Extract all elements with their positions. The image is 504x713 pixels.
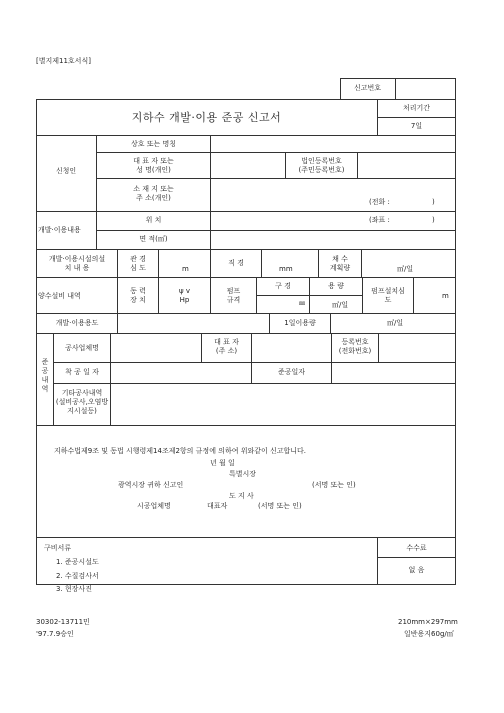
company-rep-label-2: (주 소) (215, 347, 238, 355)
representative-label-1: 대 표 자 또는 (133, 157, 174, 165)
reg-no-label-1: 등록번호 (341, 338, 369, 346)
facility-label-2: 치 내 용 (64, 264, 90, 272)
table-rule (251, 333, 252, 362)
completion-section-1: 준 (41, 358, 49, 366)
fee-value: 없 음 (408, 566, 425, 574)
depth-label-1: 관 경 (130, 255, 146, 263)
declaration-date: 년 월 일 (210, 459, 235, 467)
province-label: 도 지 사 (229, 492, 254, 500)
diameter-label: 직 경 (228, 259, 244, 267)
table-rule (158, 249, 159, 277)
table-rule (395, 78, 396, 99)
table-rule (96, 152, 455, 153)
capacity-unit: ㎥/일 (332, 301, 349, 309)
dev-content-label: 개발·이용내용 (38, 226, 81, 234)
phone-label: (전화 : (369, 198, 390, 206)
table-rule (377, 557, 455, 558)
completion-section-2: 공 (41, 367, 49, 375)
company-label: 공사업체명 (65, 344, 99, 352)
document-item: 2. 수질검사서 (56, 572, 99, 580)
other-work-label-3: 지시설등) (67, 407, 97, 415)
address-label-1: 소 재 지 또는 (133, 185, 174, 193)
phone-close: ) (432, 198, 435, 206)
company-name-label: 상호 또는 명칭 (130, 140, 177, 148)
usage-purpose-label: 개발·이용용도 (55, 319, 99, 327)
document-item: 1. 준공시설도 (56, 558, 99, 566)
corp-reg-no-label-2: (주민등록번호) (298, 166, 345, 174)
table-rule (455, 78, 456, 584)
table-rule (110, 333, 111, 425)
intake-unit: ㎥/일 (397, 265, 414, 273)
fee-label: 수수료 (406, 544, 427, 552)
table-rule (210, 211, 211, 249)
contractor-label: 시공업체명 (137, 502, 171, 510)
install-depth-label-2: 도 (384, 296, 392, 304)
bore-unit: ㎜ (299, 300, 306, 307)
paper-size: 210mm×297mm (398, 618, 458, 626)
table-rule (357, 152, 358, 178)
metro-line: 광역시장 귀하 신고인 (118, 481, 184, 489)
table-rule (361, 249, 362, 277)
declaration-text: 지하수법제9조 및 동법 시행령제14조제2항의 규정에 의하여 위와같이 신고합니다. (54, 447, 306, 455)
approval-date: '97.7.9승인 (36, 630, 74, 638)
table-rule (36, 211, 455, 212)
table-rule (36, 249, 455, 250)
table-rule (36, 313, 455, 314)
special-city-label: 특별시장 (229, 470, 257, 478)
pump-spec-label-2: 규격 (226, 296, 241, 304)
bore-label: 구 경 (275, 282, 291, 290)
company-rep-label-1: 대 표 자 (214, 338, 239, 346)
daily-usage-unit: ㎥/일 (387, 319, 404, 327)
table-rule (53, 362, 455, 363)
coords-label: (좌표 : (369, 216, 390, 224)
processing-period-label: 처리기간 (402, 104, 431, 112)
table-rule (340, 78, 455, 79)
other-work-label-1: 기타공사내역 (61, 389, 103, 397)
sign-line-2: (서명 또는 인) (258, 502, 302, 510)
table-rule (378, 333, 379, 362)
table-rule (36, 584, 456, 585)
start-date-label: 착 공 일 자 (65, 368, 99, 376)
other-work-label-2: (설비공사,오염방 (55, 398, 109, 406)
area-label: 면 적(㎡) (139, 235, 168, 243)
table-rule (331, 362, 332, 383)
completion-section-3: 내 (41, 376, 49, 384)
page-title: 지하수 개발·이용 준공 신고서 (131, 111, 282, 124)
table-rule (96, 178, 455, 179)
receipt-no-label: 신고번호 (353, 84, 382, 92)
depth-label-2: 심 도 (130, 264, 146, 272)
table-rule (36, 277, 455, 278)
table-rule (96, 230, 455, 231)
coords-close: ) (432, 216, 435, 224)
power-label-2: 장 치 (130, 296, 146, 304)
intake-label-1: 채 수 (332, 255, 348, 263)
table-rule (36, 99, 455, 100)
table-rule (36, 333, 455, 334)
processing-period-value: 7일 (410, 122, 423, 130)
depth-unit: m (182, 265, 189, 273)
representative-label: 대표자 (207, 502, 228, 510)
paper-type: 일반용지60g/㎡ (404, 630, 454, 638)
table-rule (261, 249, 262, 277)
intake-label-2: 계획량 (329, 264, 351, 272)
capacity-label: 용 량 (328, 282, 344, 290)
corp-reg-no-label-1: 법인등록번호 (301, 157, 342, 165)
table-rule (117, 313, 118, 333)
table-rule (330, 313, 331, 333)
daily-usage-label: 1일이용량 (284, 319, 316, 327)
sign-line-1: (서명 또는 인) (312, 481, 356, 489)
form-code: 30302-13711민 (36, 618, 90, 626)
form-label: [별지제11호서식] (36, 57, 91, 65)
install-depth-label-1: 펌프설치심 (371, 287, 405, 295)
location-label: 위 치 (145, 216, 162, 224)
completion-section-4: 역 (41, 385, 49, 393)
document-item: 3. 현장사진 (56, 585, 92, 593)
reg-no-label-2: (전화번호) (338, 347, 372, 355)
power-label-1: 동 력 (130, 287, 146, 295)
end-date-label: 준공일자 (277, 368, 306, 376)
representative-label-2: 성 명(개인) (136, 166, 171, 174)
pump-section-label: 양수설비 내역 (38, 292, 81, 300)
applicant-section-label: 신청인 (55, 167, 77, 175)
table-rule (210, 135, 211, 211)
pump-spec-label-1: 펌프 (226, 287, 241, 295)
table-rule (36, 537, 455, 538)
table-rule (36, 135, 455, 136)
table-rule (53, 383, 455, 384)
table-rule (377, 117, 455, 118)
address-label-2: 주 소(개인) (136, 194, 171, 202)
documents-label: 구비서류 (44, 544, 72, 552)
power-unit-2: Hp (179, 296, 190, 304)
install-depth-unit: m (442, 292, 449, 300)
diameter-unit: mm (279, 265, 293, 273)
facility-label-1: 개발·이용시설의설 (48, 255, 106, 263)
table-rule (36, 425, 455, 426)
table-rule (413, 277, 414, 313)
power-unit-1: ψ v (179, 287, 190, 295)
